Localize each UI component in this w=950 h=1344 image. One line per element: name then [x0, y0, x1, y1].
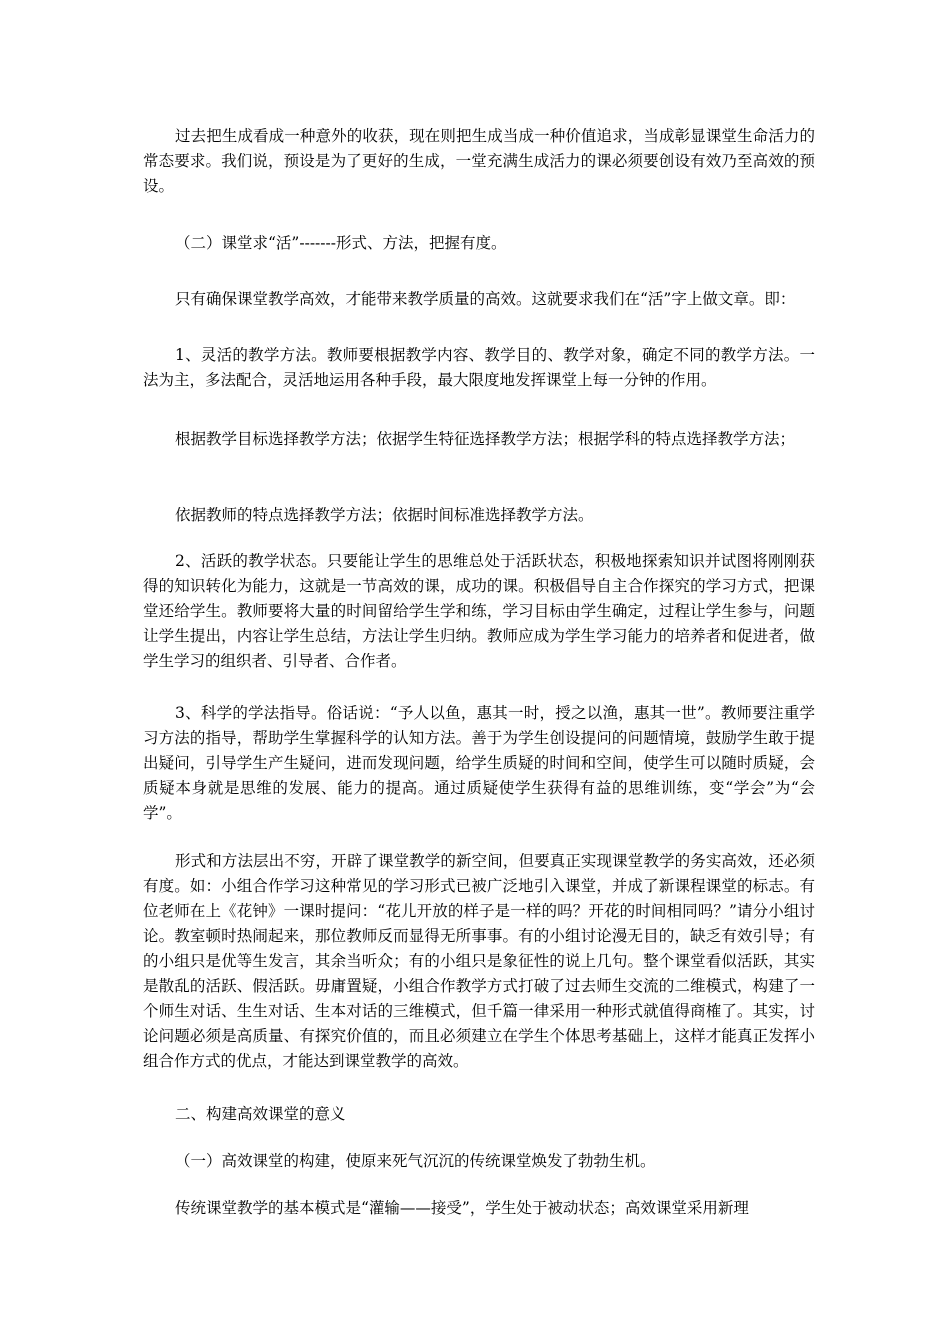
paragraph-quality-efficiency: 只有确保课堂教学高效，才能带来教学质量的高效。这就要求我们在“活”字上做文章。即：: [175, 290, 796, 308]
paragraph-generation-preset: 过去把生成看成一种意外的收获，现在则把生成当成一种价值追求，当成彰显课堂生命活力的常态要求。我们说，预设是为了更好的生成，一堂充满生成活力的课必须要创设有效乃至高效的预设。: [143, 127, 815, 195]
paragraph-traditional-model: 传统课堂教学的基本模式是“灌输——接受”，学生处于被动状态；高效课堂采用新理: [175, 1199, 749, 1217]
paragraph-form-and-degree: 形式和方法层出不穷，开辟了课堂教学的新空间，但要真正实现课堂教学的务实高效，还必须有度。如：小组合作学习这种常见的学习形式已被广泛地引入课堂，并成了新课程课堂的标志。有位老师在上《花钟》一课时提问：“花儿开放的样子是一样的吗？开花的时间相同吗？”请分小组讨论。教室顿时热闹起来，那位教师反而显得无所事事。有的小组讨论漫无目的，缺乏有效引导；有的小组只是优等生发言，其余当听众；有的小组只是象征性的说上几句。整个课堂看似活跃，其实是散乱的活跃、假活跃。毋庸置疑，小组合作教学方式打破了过去师生交流的二维模式，构建了一个师生对话、生生对话、生本对话的三维模式，但千篇一律采用一种形式就值得商榷了。其实，讨论问题必须是高质量、有探究价值的，而且必须建立在学生个体思考基础上，这样才能真正发挥小组合作方式的优点，才能达到课堂教学的高效。: [143, 852, 815, 1070]
paragraph-method-selection: 根据教学目标选择教学方法；依据学生特征选择教学方法；根据学科的特点选择教学方法；: [175, 430, 796, 448]
paragraph-learning-guidance: 3、科学的学法指导。俗话说：“予人以鱼，惠其一时，授之以渔，惠其一世”。教师要注重学习方法的指导，帮助学生掌握科学的认知方法。善于为学生创设提问的问题情境，鼓励学生敢于提出疑问，引导学生产生疑问，进而发现问题，给学生质疑的时间和空间，使学生可以随时质疑，会质疑本身就是思维的发展、能力的提高。通过质疑使学生获得有益的思维训练，变“学会”为“会学”。: [143, 704, 815, 822]
subsection-heading-vitality: （一）高效课堂的构建，使原来死气沉沉的传统课堂焕发了勃勃生机。: [175, 1152, 656, 1170]
section-heading-significance: 二、构建高效课堂的意义: [175, 1105, 346, 1123]
paragraph-active-state: 2、活跃的教学状态。只要能让学生的思维总处于活跃状态，积极地探索知识并试图将刚刚获得的知识转化为能力，这就是一节高效的课，成功的课。积极倡导自主合作探究的学习方式，把课堂还给学生。教师要将大量的时间留给学生学和练，学习目标由学生确定，过程让学生参与，问题让学生提出，内容让学生总结，方法让学生归纳。教师应成为学生学习能力的培养者和促进者，做学生学习的组织者、引导者、合作者。: [143, 552, 815, 670]
section-heading-classroom-lively: （二）课堂求“活”-------形式、方法，把握有度。: [175, 234, 507, 252]
paragraph-teacher-time-selection: 依据教师的特点选择教学方法；依据时间标准选择教学方法。: [175, 506, 594, 524]
paragraph-flexible-methods: 1、灵活的教学方法。教师要根据教学内容、教学目的、教学对象，确定不同的教学方法。一法为主，多法配合，灵活地运用各种手段，最大限度地发挥课堂上每一分钟的作用。: [143, 346, 815, 389]
